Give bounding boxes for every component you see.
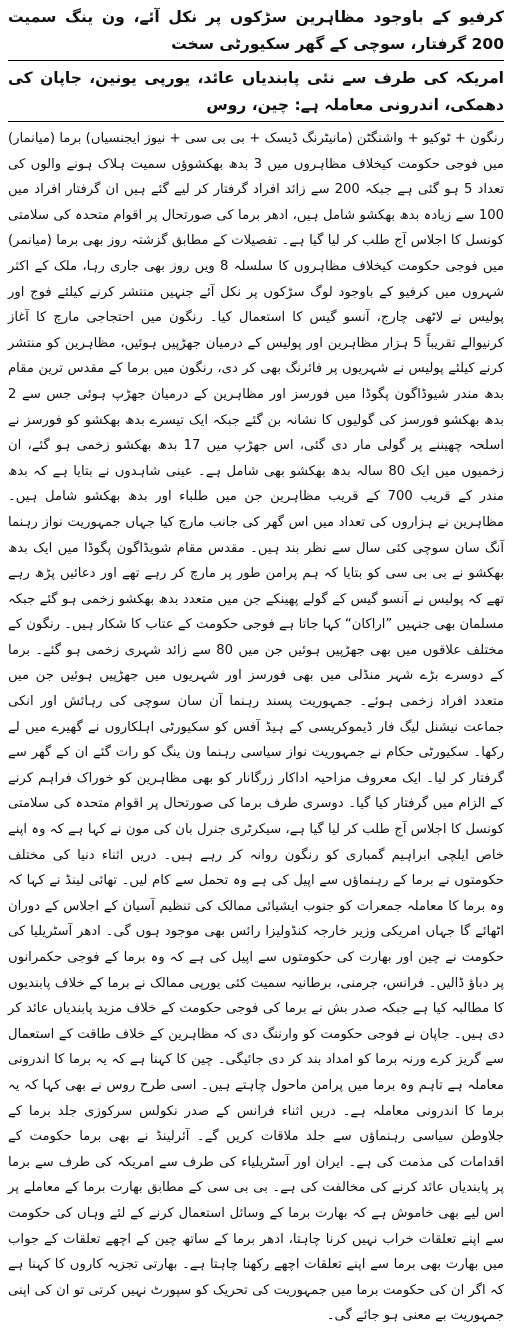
article-divider xyxy=(8,121,504,122)
article-body: رنگون + ٹوکیو + واشنگٹن (مانیٹرنگ ڈیسک + بی بی سی + نیوز ایجنسیاں) برما (میانمار) میں فوجی حکومت کیخلاف مظاہروں میں 3 بدھ بھکشوؤں سمیت ہلاک ہونے والوں کی تعداد 5 ہو گئی ہے جبکہ 200 سے زائد افراد گرفتار کر لیے گئے ہیں ان گرفتار افراد میں 100 سے زیادہ بدھ بھکشو شامل ہیں، ادھر برما کی صورتحال پر اقوام متحدہ کی سلامتی کونسل کا اجلاس آج طلب کر لیا گیا ہے۔ تفصیلات کے مطابق گزشتہ روز بھی برما (میانمر) میں فوجی حکومت کیخلاف مظاہروں کا سلسلہ 8 ویں روز بھی جاری رہا، ملک کے اکثر شہروں میں کرفیو کے باوجود لوگ سڑکوں پر نکل آئے جنہیں منتشر کرنے کیلئے فوج اور پولیس نے لاٹھی چارج، آنسو گیس کا استعمال کیا۔ رنگون میں احتجاجی مارچ کا آغاز کرنیوالے تقریباً 5 ہزار مظاہرین اور پولیس کے درمیان جھڑپیں ہوئیں، مظاہرین کو منتشر کرنے کیلئے پولیس نے شہریوں پر فائرنگ بھی کر دی، رنگون میں برما کے مقدس ترین مقام بدھ مندر شیوڈاگون پگوڈا میں فورسز اور مظاہرین کے درمیان جھڑپ ہوئی جس سے 2 بدھ بھکشو فورسز کی گولیوں کا نشانہ بن گئے جبکہ ایک تیسرے بدھ بھکشو کو فورسز نے اسلحہ چھیننے پر گولی مار دی گئی، اس جھڑپ میں 17 بدھ بھکشو زخمی ہو گئے، ان زخمیوں میں ایک 80 سالہ بدھ بھکشو بھی شامل ہے۔ عینی شاہدوں نے بتایا ہے کہ بدھ مندر کے قریب 700 کے قریب مظاہرین جن میں طلباء اور بدھ بھکشو شامل ہیں۔ مظاہرین نے ہزاروں کی تعداد میں اس گھر کی جانب مارچ کیا جہاں جمہوریت نواز رہنما آنگ سان سوچی کئی سال سے نظر بند ہیں۔ مقدس مقام شویڈاگون پگوڈا میں ایک بدھ بھکشو نے بی بی سی کو بتایا کہ ہم پرامن طور پر مارچ کر رہے تھے اور دعائیں پڑھ رہے تھے کہ پولیس نے آنسو گیس کے گولے پھینکے جن میں متعدد بدھ بھکشو زخمی ہو گئے جبکہ مسلمان بھی جنہیں ”اراکان“ کہا جاتا ہے فوجی حکومت کے عتاب کا شکار ہیں۔ رنگون کے مختلف علاقوں میں بھی جھڑپیں ہوئیں جن میں 80 سے زائد شہری زخمی ہو گئے۔ برما کے دوسرے بڑے شہر منڈلی میں بھی فورسز اور شہریوں میں جھڑپیں ہوئیں جن میں متعدد افراد زخمی ہوئے۔ جمہوریت پسند رہنما آن سان سوچی کی رہائش اور انکی جماعت نیشنل لیگ فار ڈیموکریسی کے ہیڈ آفس کو سکیورٹی اہلکاروں نے گھیرے میں لے رکھا۔ سکیورٹی حکام نے جمہوریت نواز سیاسی رہنما ون ینگ کو رات گئے ان کے گھر سے گرفتار کر لیا۔ ایک معروف مزاحیہ اداکار زرگانار کو بھی مظاہرین کو خوراک فراہم کرنے کے الزام میں گرفتار کیا گیا۔ دوسری طرف برما کی صورتحال پر اقوام متحدہ کی سلامتی کونسل کا اجلاس آج طلب کر لیا گیا ہے، سیکرٹری جنرل بان کی مون نے کہا ہے کہ وہ اپنے خاص ایلچی ابراہیم گمباری کو رنگون روانہ کر رہے ہیں۔ دریں اثناء دنیا کی مختلف حکومتوں نے برما کے رہنماؤں سے اپیل کی ہے وہ تحمل سے کام لیں۔ تھائی لینڈ نے کہا کہ وہ برما کا معاملہ جمعرات کو جنوب ایشیائی ممالک کی تنظیم آسیان کے اجلاس کے دوران اٹھائے گا جہاں امریکی وزیر خارجہ کنڈولیزا رائس بھی موجود ہوں گی۔ ادھر آسٹریلیا کی حکومت نے چین اور بھارت کی حکومتوں سے اپیل کی ہے کہ وہ برما کے فوجی حکمرانوں پر دباؤ ڈالیں۔ فرانس، جرمنی، برطانیہ سمیت کئی یورپی ممالک نے برما کے خلاف پابندیوں کا مطالبہ کیا ہے جبکہ صدر بش نے برما کی فوجی حکومت کے خلاف مزید پابندیاں عائد کر دی ہیں۔ جاپان نے فوجی حکومت کو وارننگ دی کہ مظاہرین کے خلاف طاقت کے استعمال سے گریز کرے ورنہ برما کو امداد بند کر دی جائیگی۔ چین کا کہنا ہے کہ یہ برما کا اندرونی معاملہ ہے تاہم وہ برما میں پرامن ماحول چاہتے ہیں۔ اسی طرح روس نے بھی کہا کہ یہ برما کا اندرونی معاملہ ہے۔ دریں اثناء فرانس کے صدر نکولس سرکوزی جلد برما کے جلاوطن سیاسی رہنماؤں سے جلد ملاقات کریں گے۔ آئرلینڈ نے بھی برما حکومت کے اقدامات کی مذمت کی ہے۔ ایران اور آسٹریلیاء کی طرف سے امریکہ کی طرف سے برما پر پابندیاں عائد کرنے کی مخالفت کی ہے۔ بی بی سی کے مطابق بھارت برما کے معاملے پر اس لیے بھی خاموش ہے کہ بھارت برما کے وسائل استعمال کرنے کے لئے وہاں کی حکومت سے اپنے تعلقات خراب نہیں کرنا چاہتا، ادھر برما کے ساتھ چین کے اچھے تعلقات کے جواب میں بھارت بھی برما سے اپنے تعلقات اچھے رکھنا چاہتا ہے۔ بھارتی تجزیہ کاروں کا کہنا ہے کہ اگر ان کی حکومت برما میں جمہوریت کی تحریک کو سپورٹ نہیں کرتی تو ان کی اپنی جمہوریت بے معنی ہو جائے گی۔ xyxy=(8,131,505,1324)
headline-divider xyxy=(8,60,504,61)
headline-line-2: امریکہ کی طرف سے نئی پابندیاں عائد، یورپی یونین، جاپان کی دھمکی، اندرونی معاملہ ہے: چین، روس xyxy=(8,69,504,114)
headline-line-1: کرفیو کے باوجود مظاہرین سڑکوں پر نکل آئے، ون ینگ سمیت 200 گرفتار، سوچی کے گھر سکیورٹی سخت xyxy=(8,8,504,53)
